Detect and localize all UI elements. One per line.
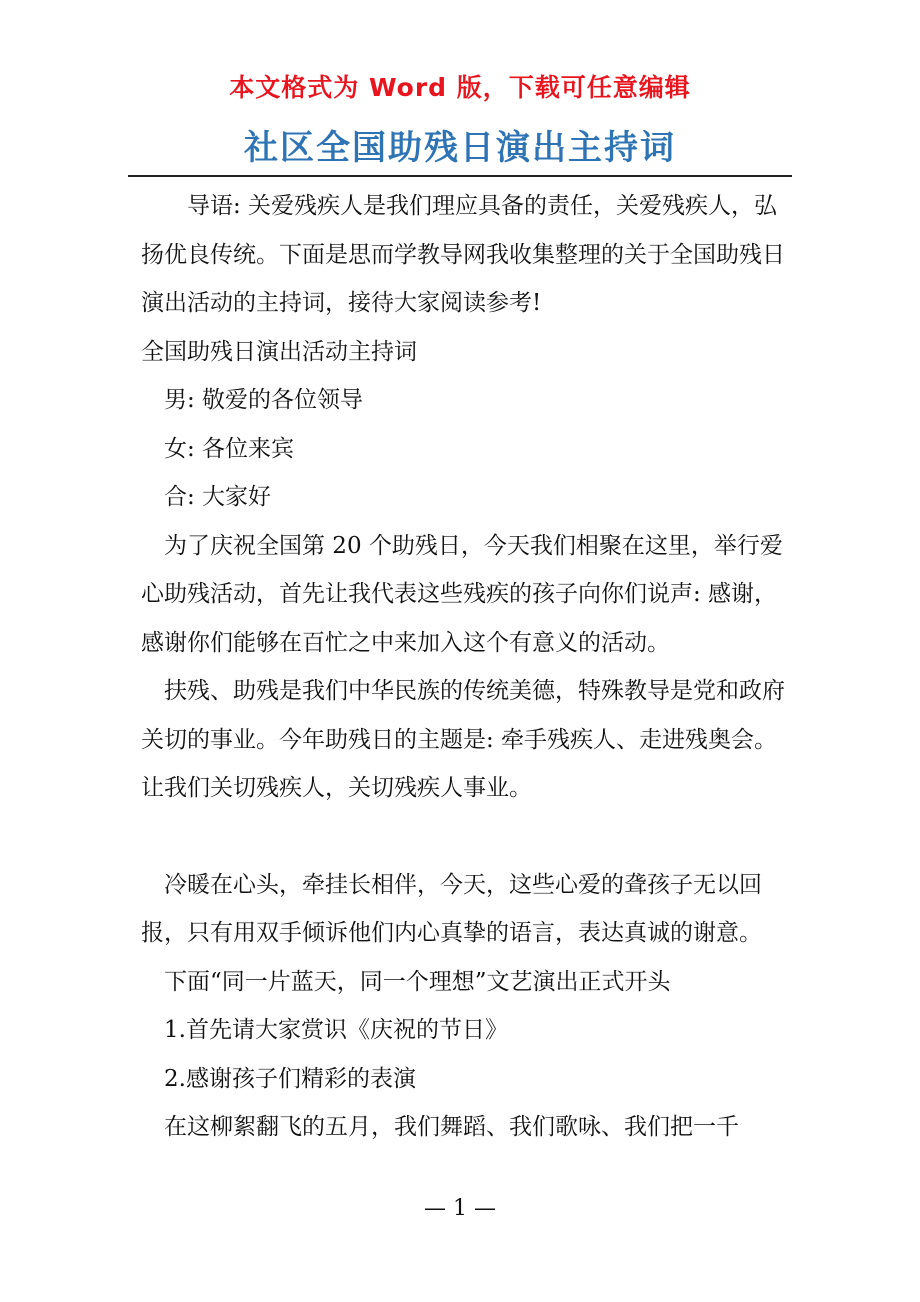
paragraph-celebration: 为了庆祝全国第 20 个助残日，今天我们相聚在这里，举行爱心助残活动，首先让我代表这些残疾的孩子向你们说声: 感谢，感谢你们能够在百忙之中来加入这个有意义的活动。 (141, 532, 783, 656)
paragraph-together-line: 合: 大家好 (164, 484, 272, 510)
paragraph-intro: 导语: 关爱残疾人是我们理应具备的责任，关爱残疾人，弘扬优良传统。下面是思而学教导网我收集整理的关于全国助残日演出活动的主持词，接待大家阅读参考! (141, 193, 785, 316)
paragraph-heading: 全国助残日演出活动主持词 (141, 338, 417, 365)
paragraph-may: 在这柳絮翻飞的五月，我们舞蹈、我们歌咏、我们把一千 (164, 1114, 739, 1140)
paragraph-tradition: 扶残、助残是我们中华民族的传统美德，特殊教导是党和政府关切的事业。今年助残日的主题是: 牵手残疾人、走进残奥会。让我们关切残疾人，关切残疾人事业。 (141, 678, 785, 801)
title-divider (128, 175, 792, 177)
paragraph-female-line: 女: 各位来宾 (164, 435, 295, 462)
page-number: — 1 — (424, 1196, 496, 1221)
document-body (141, 182, 791, 1152)
blank-line (141, 813, 791, 861)
paragraph-show-start: 下面“同一片蓝天，同一个理想”文艺演出正式开头 (164, 968, 671, 995)
format-banner: 本文格式为 Word 版，下载可任意编辑 (229, 73, 691, 102)
paragraph-item-2: 2.感谢孩子们精彩的表演 (164, 1065, 416, 1092)
paragraph-male-line: 男: 敬爱的各位领导 (164, 387, 364, 413)
document-title: 社区全国助残日演出主持词 (244, 128, 676, 168)
paragraph-gratitude: 冷暖在心头，牵挂长相伴，今天，这些心爱的聋孩子无以回报，只有用双手倾诉他们内心真挚的语言，表达真诚的谢意。 (141, 871, 762, 946)
paragraph-item-1: 1.首先请大家赏识《庆祝的节日》 (164, 1017, 508, 1043)
